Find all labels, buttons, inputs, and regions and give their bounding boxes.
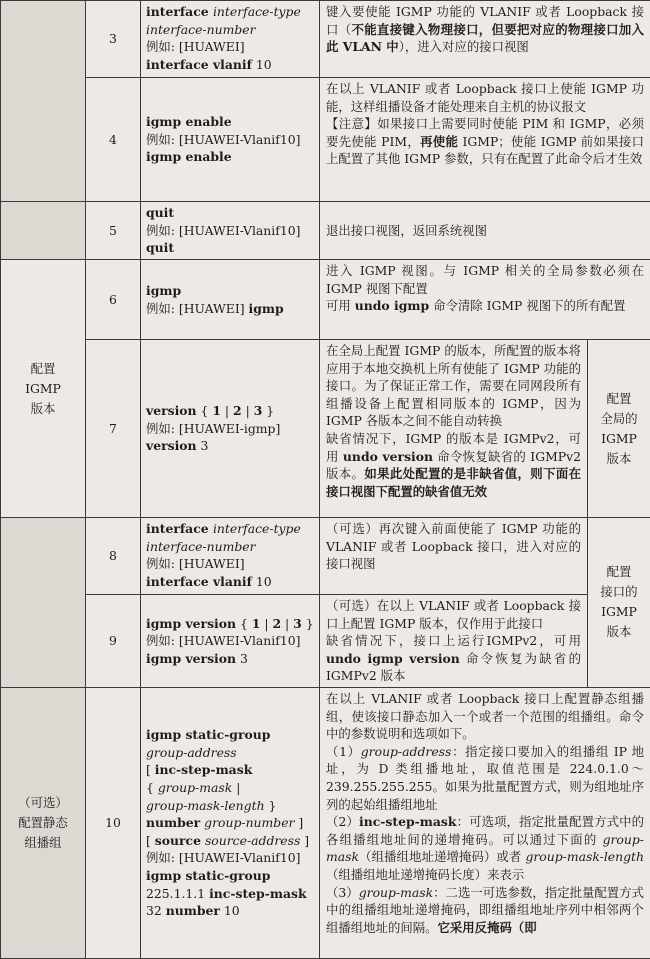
text-run: 命令恢复缺省的 IGMPv2 版本。 (326, 449, 581, 482)
text-run: igmp enable (146, 149, 232, 164)
step-number: 6 (86, 260, 141, 340)
text-run: 32 (146, 903, 166, 918)
text-run: 在以上 VLANIF 或者 Loopback 接口上配置静态组播组，使该接口静态加入一个或者一个范围的组播组。命令中的参数说明和选项如下。 (326, 691, 644, 741)
step-number: 7 (86, 340, 141, 518)
text-run: （2） (326, 814, 359, 829)
group-cell-empty (1, 518, 86, 688)
text-run: 例如: [HUAWEI-Vlanif10] (146, 132, 300, 147)
text-run: number (166, 903, 220, 918)
text-run: （组播组地址递增掩码长度）来表示 (326, 867, 524, 882)
text-line (326, 222, 644, 240)
text-run: igmp version (146, 651, 236, 666)
description-cell (320, 78, 650, 202)
text-run: [ (146, 762, 155, 777)
description-cell (320, 260, 650, 340)
text-run: 10 (252, 57, 272, 72)
note-interface-version (588, 518, 650, 688)
text-line (146, 555, 314, 573)
text-run: interface vlanif (146, 574, 252, 589)
text-run: ] (294, 815, 303, 830)
text-run: 缺省情况下，接口上运行IGMPv2，可用 (326, 633, 581, 648)
text-run: { (236, 616, 252, 631)
text-run: 例如: [HUAWEI] (146, 39, 245, 54)
text-run: 【注意】如果接口上需要同时使能 PIM 和 IGMP，必须要先使能 PIM， (326, 116, 644, 149)
text-run: 10 (252, 574, 272, 589)
description-cell (320, 518, 588, 595)
text-run: 例如: [HUAWEI-Vlanif10] (146, 223, 300, 238)
command-cell (141, 518, 320, 595)
text-run: （可选）再次键入前面使能了 IGMP 功能的 VLANIF 或者 Loopback 接口，进入对应的接口视图 (326, 521, 581, 571)
text-run: | (281, 616, 293, 631)
text-run: number (146, 815, 200, 830)
text-line (146, 21, 314, 39)
text-run: 键入要使能 IGMP 功能的 VLANIF 或者 Loopback 接口（ (326, 4, 644, 37)
text-run: 例如: [HUAWEI-Vlanif10] (146, 850, 300, 865)
text-run: 例如: [HUAWEI-igmp] (146, 421, 280, 436)
step-number: 5 (86, 202, 141, 260)
text-line (146, 573, 314, 591)
text-run: （1） (326, 744, 361, 759)
text-line (146, 300, 314, 318)
text-run: interface-type (213, 521, 301, 536)
text-run: 命令恢复为缺省的IGMPv2 版本 (326, 651, 581, 684)
group-cell-empty (1, 202, 86, 260)
text-line (146, 726, 314, 744)
text-line (146, 38, 314, 56)
command-cell (141, 687, 320, 958)
text-run: group-mask-length (525, 849, 644, 864)
text-run: ），进入对应的接口视图 (399, 39, 529, 54)
text-run: 不能直接键入物理接口，但要把对应的物理接口加入此 VLAN 中 (326, 22, 644, 55)
text-run: | (242, 403, 254, 418)
text-run: group-mask (158, 780, 232, 795)
text-run: | (232, 780, 240, 795)
text-run: | (260, 616, 272, 631)
group-static-group (1, 687, 86, 958)
text-run: group-number (204, 815, 294, 830)
step-number: 9 (86, 595, 141, 688)
text-line (326, 690, 644, 743)
text-run: 例如: [HUAWEI] (146, 301, 249, 316)
text-run: igmp static-group (146, 727, 270, 742)
text-line (146, 744, 314, 762)
note-global-version (588, 340, 650, 518)
text-line (326, 3, 644, 56)
text-run: 3 (254, 403, 263, 418)
text-run: } (302, 616, 314, 631)
text-run: 进入 IGMP 视图。与 IGMP 相关的全局参数必须在 IGMP 视图下配置 (326, 263, 644, 296)
text-run: ：二选一可选参数，指定批量配置方式中的组播组地址递增掩码，即组播组地址序列中相邻两个组播组地址的间隔。 (326, 885, 644, 935)
text-run: 在全局上配置 IGMP 的版本，所配置的版本将应用于本地交换机上所有使能了 IGMP 功能的接口。为了保证正常工作，需要在同网段所有组播设备上配置相同版本的 IGMP，因为 IGMP 各版本之间不能自动转换 (326, 343, 581, 428)
text-run: 它采用反掩码（即 (438, 920, 537, 935)
text-line (146, 902, 314, 920)
text-run: （组播组地址递增掩码）或者 (359, 849, 525, 864)
text-line (146, 814, 314, 832)
text-line (146, 437, 314, 455)
text-line (326, 115, 644, 168)
text-line (146, 282, 314, 300)
group-label: 配置 IGMP 版本 (25, 359, 61, 419)
text-line (146, 885, 314, 903)
table-row (1, 260, 650, 340)
text-run: 3 (236, 651, 248, 666)
text-run: IGMP；使能 IGMP 前如果接口上配置了其他 IGMP 参数，只有在配置了此命令后才生效 (326, 134, 644, 167)
description-cell (320, 1, 650, 78)
text-run: 1 (212, 403, 221, 418)
text-line (146, 632, 314, 650)
text-run: 缺省情况下，IGMP 的版本是 IGMPv2，可用 (326, 431, 581, 464)
text-run: interface-type (213, 4, 301, 19)
text-run: version (146, 403, 197, 418)
text-line (326, 342, 581, 430)
text-run: interface vlanif (146, 57, 252, 72)
text-run: 在以上 VLANIF 或者 Loopback 接口上使能 IGMP 功能，这样组播设备才能处理来自主机的协议报文 (326, 81, 644, 114)
text-run: 10 (220, 903, 240, 918)
command-cell (141, 260, 320, 340)
text-run: inc-step-mask (209, 886, 307, 901)
table-row (1, 687, 650, 958)
group-igmp-version (1, 260, 86, 518)
table-row (1, 1, 650, 78)
table-row (1, 518, 650, 595)
text-line (326, 520, 581, 573)
text-run: group-mask (359, 885, 433, 900)
table-row (1, 78, 650, 202)
text-run: undo igmp version (326, 651, 460, 666)
step-number: 10 (86, 687, 141, 958)
text-run: interface-number (146, 539, 256, 554)
text-run: undo version (343, 449, 433, 464)
text-run: group-mask (326, 832, 644, 865)
text-run: 2 (272, 616, 281, 631)
text-run: igmp version (146, 616, 236, 631)
text-run: （3） (326, 885, 359, 900)
text-line (146, 832, 314, 850)
group-label: （可选） 配置静态 组播组 (18, 793, 68, 853)
note-label: 配置 全局的 IGMP 版本 (600, 389, 637, 469)
text-run: group-address (361, 744, 452, 759)
text-run: ] (300, 833, 309, 848)
text-run: group-mask-length (146, 798, 265, 813)
text-run: 3 (293, 616, 302, 631)
text-run: 命令清除 IGMP 视图下的所有配置 (429, 298, 625, 313)
text-run: ：指定接口要加入的组播组 IP 地址，为 D 类组播地址，取值范围是 224.0.1.0～239.255.255.255。如果为批量配置方式，则为组地址序列的起始组播组地址 (326, 744, 644, 812)
text-line (146, 867, 314, 885)
text-run: version (146, 438, 197, 453)
description-cell (320, 595, 588, 688)
text-line (326, 884, 644, 937)
text-line (146, 113, 314, 131)
text-run: | (221, 403, 233, 418)
text-line (146, 402, 314, 420)
text-run: { (197, 403, 213, 418)
text-line (326, 80, 644, 115)
note-label: 配置 接口的 IGMP 版本 (600, 562, 637, 642)
text-line (146, 222, 314, 240)
text-line (146, 3, 314, 21)
text-run: igmp enable (146, 114, 232, 129)
text-line (326, 632, 581, 685)
text-line (146, 204, 314, 222)
text-line (146, 239, 314, 257)
command-cell (141, 78, 320, 202)
text-line (326, 430, 581, 500)
text-run: 如果此处配置的是非缺省值，则下面在接口视图下配置的缺省值无效 (326, 466, 581, 499)
text-run: group-address (146, 745, 237, 760)
text-line (326, 743, 644, 813)
command-cell (141, 595, 320, 688)
text-line (146, 520, 314, 538)
command-cell (141, 202, 320, 260)
text-line (146, 849, 314, 867)
text-line (326, 262, 644, 297)
text-run: 225.1.1.1 (146, 886, 209, 901)
text-run: 可用 (326, 298, 355, 313)
command-cell (141, 1, 320, 78)
text-line (146, 131, 314, 149)
text-line (146, 56, 314, 74)
step-number: 3 (86, 1, 141, 78)
command-cell (141, 340, 320, 518)
text-run: 2 (233, 403, 242, 418)
text-run: inc-step-mask (359, 814, 457, 829)
table-row (1, 340, 650, 518)
text-run: } (262, 403, 274, 418)
table-row (1, 595, 650, 688)
description-cell (320, 687, 650, 958)
text-run: igmp static-group (146, 868, 270, 883)
text-run: igmp (146, 283, 181, 298)
text-line (146, 148, 314, 166)
table-row (1, 202, 650, 260)
text-run: igmp (249, 301, 284, 316)
text-run: ：可选项，指定批量配置方式中的各组播组地址间的递增掩码。可以通过下面的 (326, 814, 644, 847)
text-line (146, 779, 314, 797)
text-run: source (155, 833, 201, 848)
text-line (146, 650, 314, 668)
text-run: quit (146, 240, 174, 255)
text-run: 3 (197, 438, 209, 453)
text-line (326, 813, 644, 883)
description-cell (320, 202, 650, 260)
text-run: } (265, 798, 277, 813)
text-run: { (146, 780, 158, 795)
text-run: 例如: [HUAWEI-Vlanif10] (146, 633, 300, 648)
text-run: source-address (205, 833, 300, 848)
step-number: 8 (86, 518, 141, 595)
group-cell-empty (1, 1, 86, 202)
text-run: interface (146, 521, 213, 536)
text-line (146, 761, 314, 779)
text-run: quit (146, 205, 174, 220)
text-line (146, 615, 314, 633)
text-run: inc-step-mask (155, 762, 253, 777)
text-run: 退出接口视图，返回系统视图 (326, 223, 487, 238)
step-number: 4 (86, 78, 141, 202)
text-run: 例如: [HUAWEI] (146, 556, 245, 571)
text-line (326, 297, 644, 315)
text-run: 1 (252, 616, 261, 631)
text-run: interface (146, 4, 213, 19)
text-run: interface-number (146, 22, 256, 37)
text-line (146, 420, 314, 438)
text-run: undo igmp (355, 298, 429, 313)
text-line (146, 797, 314, 815)
text-run: [ (146, 833, 155, 848)
text-line (146, 538, 314, 556)
text-line (326, 597, 581, 632)
text-run: 再使能 (420, 134, 458, 149)
description-cell (320, 340, 588, 518)
text-run: （可选）在以上 VLANIF 或者 Loopback 接口上配置 IGMP 版本，仅作用于此接口 (326, 598, 581, 631)
